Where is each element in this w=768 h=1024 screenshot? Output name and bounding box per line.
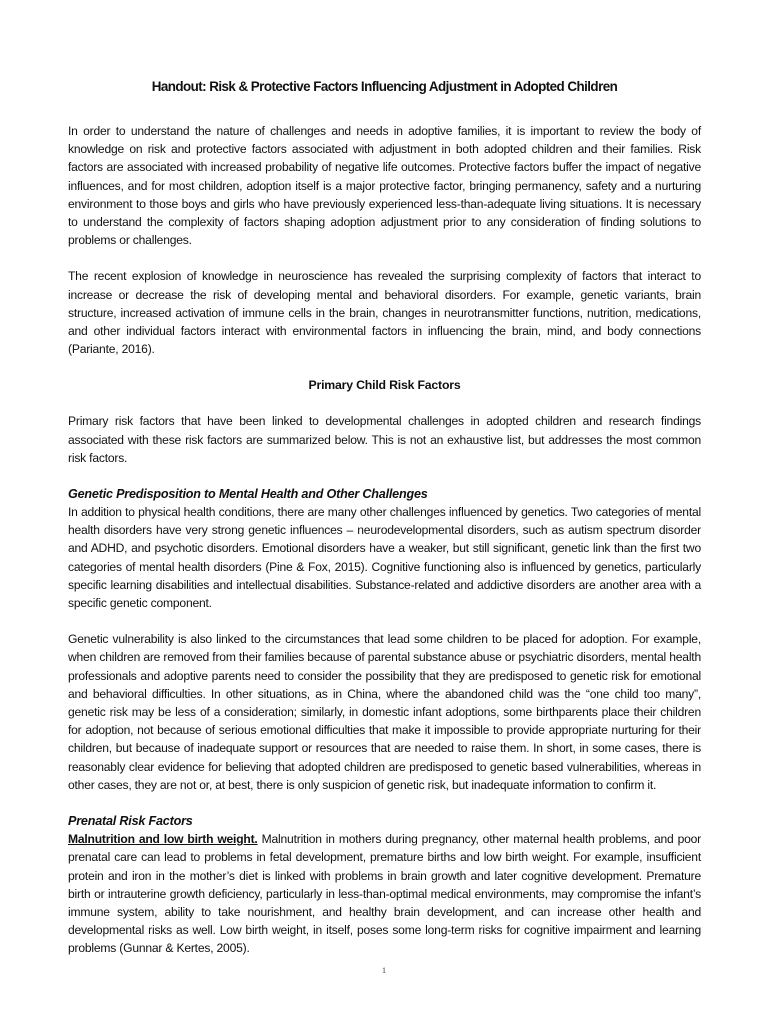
run-in-heading-malnutrition: Malnutrition and low birth weight. bbox=[68, 832, 258, 847]
prenatal-paragraph bbox=[68, 830, 701, 957]
genetic-paragraph-2: Genetic vulnerability is also linked to the circumstances that lead some children to be placed for adoption. For example, when children are removed from their families because of parental substance abuse or psychiatric disorders, mental health professionals and adoptive parents need to consider the possibility that they are predisposed to genetic risk for emotional and behavioral difficulties. In other situations, as in China, where the abandoned child was the “one child too many”, genetic risk may be less of a consideration; similarly, in domestic infant adoptions, some birthparents place their children for adoption, not because of serious emotional difficulties that make it impossible to provide appropriate nurturing for their children, but because of inadequate support or resources that are needed to raise them. In short, in some cases, there is reasonably clear evidence for believing that adopted children are predisposed to genetic based vulnerabilities, whereas in other cases, they are not or, at best, there is only suspicion of genetic risk, but inadequate information to confirm it. bbox=[68, 632, 701, 792]
document-title: Handout: Risk & Protective Factors Influencing Adjustment in Adopted Children bbox=[151, 79, 618, 94]
primary-risk-paragraph: Primary risk factors that have been linked to developmental challenges in adopted children and research findings associated with these risk factors are summarized below. This is not an exhaustive list, but addresses the most common risk factors. bbox=[68, 414, 701, 465]
intro-paragraph-1: In order to understand the nature of challenges and needs in adoptive families, it is important to review the body of knowledge on risk and protective factors associated with adjustment in both adopted children and their families. Risk factors are associated with increased probability of negative life outcomes. Protective factors buffer the impact of negative influences, and for most children, adoption itself is a major protective factor, bringing permanency, safety and a nurturing environment to those boys and girls who have previously experienced less-than-adequate living situations. It is necessary to understand the complexity of factors shaping adoption adjustment prior to any consideration of finding solutions to problems or challenges. bbox=[68, 124, 701, 248]
subheading-prenatal: Prenatal Risk Factors bbox=[68, 814, 193, 829]
prenatal-paragraph-text: Malnutrition in mothers during pregnancy, other maternal health problems, and poor prenatal care can lead to problems in fetal development, premature births and low birth weight. For example, insufficient protein and iron in the mother’s diet is linked with problems in brain growth and later cognitive development. Premature birth or intrauterine growth deficiency, particularly in less-than-optimal medical environments, may compromise the infant’s immune system, ability to take nourishment, and healthy brain development, and can increase other health and developmental risks as well. Low birth weight, in itself, poses some long-term risks for cognitive impairment and learning problems (Gunnar & Kertes, 2005). bbox=[68, 832, 701, 956]
page-number: 1 bbox=[382, 966, 386, 975]
intro-paragraph-2: The recent explosion of knowledge in neuroscience has revealed the surprising complexity of factors that interact to increase or decrease the risk of developing mental and behavioral disorders. For example, genetic variants, brain structure, increased activation of immune cells in the brain, changes in neurotransmitter functions, nutrition, medications, and other individual factors interact with environmental factors in influencing the brain, mind, and body connections (Pariante, 2016). bbox=[68, 269, 701, 357]
document-body bbox=[68, 78, 701, 958]
genetic-paragraph-1: In addition to physical health conditions, there are many other challenges influenced by genetics. Two categories of mental health disorders have very strong genetic influences – neurodevelopmental disorders, such as autism spectrum disorder and ADHD, and psychotic disorders. Emotional disorders have a weaker, but still significant, genetic link than the first two categories of mental health disorders (Pine & Fox, 2015). Cognitive functioning also is influenced by genetics, particularly specific learning disabilities and intellectual disabilities. Substance-related and addictive disorders are another area with a specific genetic component. bbox=[68, 505, 701, 611]
section-heading-primary-risk: Primary Child Risk Factors bbox=[308, 378, 461, 393]
subheading-genetic: Genetic Predisposition to Mental Health and Other Challenges bbox=[68, 487, 428, 502]
